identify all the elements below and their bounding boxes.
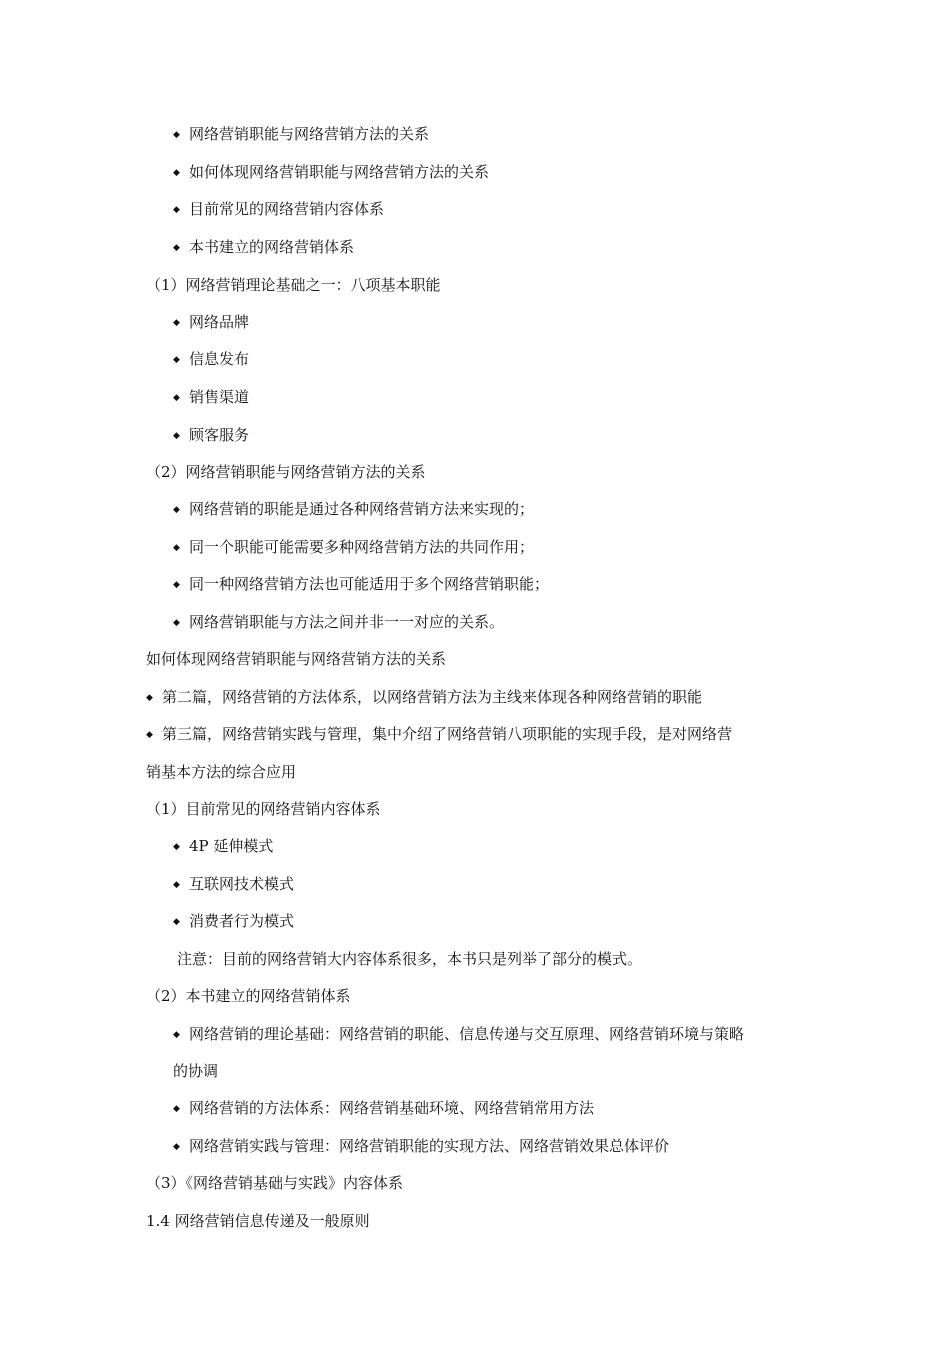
bullet-item xyxy=(173,349,249,369)
diamond-bullet-icon: ◆ xyxy=(173,880,180,890)
bullet-item xyxy=(173,425,249,445)
diamond-bullet-icon: ◆ xyxy=(173,580,180,590)
bullet-item xyxy=(173,1136,669,1156)
bullet-item xyxy=(173,237,354,257)
bullet-item xyxy=(173,1098,594,1118)
bullet-item xyxy=(173,124,429,144)
line-text: 网络营销职能与网络营销方法的关系 xyxy=(189,125,430,143)
bullet-item xyxy=(173,874,294,894)
paragraph-line: 销基本方法的综合应用 xyxy=(146,763,297,781)
line-text: 4P 延伸模式 xyxy=(189,837,274,855)
line-text: 本书建立的网络营销体系 xyxy=(189,238,355,256)
bullet-item xyxy=(173,574,549,594)
bullet-item xyxy=(173,312,249,332)
diamond-bullet-icon: ◆ xyxy=(173,917,180,927)
line-text: 网络营销实践与管理：网络营销职能的实现方法、网络营销效果总体评价 xyxy=(189,1137,670,1155)
diamond-bullet-icon: ◆ xyxy=(173,543,180,553)
bullet-item xyxy=(173,1024,744,1044)
line-text: 顾客服务 xyxy=(189,426,250,444)
line-text: 网络营销的方法体系：网络营销基础环境、网络营销常用方法 xyxy=(189,1099,595,1117)
line-text: 网络营销职能与方法之间并非一一对应的关系。 xyxy=(189,613,505,631)
paragraph-line: 如何体现网络营销职能与网络营销方法的关系 xyxy=(146,650,447,668)
paragraph-line: 的协调 xyxy=(173,1062,219,1080)
bullet-item xyxy=(173,612,504,632)
bullet-item xyxy=(173,537,534,557)
section-heading: （1）目前常见的网络营销内容体系 xyxy=(146,800,381,818)
line-text: 目前常见的网络营销内容体系 xyxy=(189,200,385,218)
bullet-item xyxy=(173,836,273,856)
diamond-bullet-icon: ◆ xyxy=(173,1030,180,1040)
line-text: 第三篇，网络营销实践与管理，集中介绍了网络营销八项职能的实现手段，是对网络营 xyxy=(162,725,733,743)
bullet-item xyxy=(146,687,702,707)
line-text: 互联网技术模式 xyxy=(189,875,295,893)
section-heading: （3）《网络营销基础与实践》内容体系 xyxy=(146,1174,404,1192)
note-line: 注意：目前的网络营销大内容体系很多，本书只是列举了部分的模式。 xyxy=(177,950,643,968)
line-text: 信息发布 xyxy=(189,350,250,368)
bullet-item xyxy=(173,387,249,407)
diamond-bullet-icon: ◆ xyxy=(173,243,180,253)
bullet-item xyxy=(173,199,384,219)
diamond-bullet-icon: ◆ xyxy=(173,205,180,215)
diamond-bullet-icon: ◆ xyxy=(146,693,153,703)
diamond-bullet-icon: ◆ xyxy=(173,355,180,365)
bullet-item xyxy=(173,499,534,519)
line-text: 网络营销的理论基础：网络营销的职能、信息传递与交互原理、网络营销环境与策略 xyxy=(189,1025,745,1043)
line-text: 如何体现网络营销职能与网络营销方法的关系 xyxy=(189,163,490,181)
section-heading: （2）本书建立的网络营销体系 xyxy=(146,987,351,1005)
line-text: 同一种网络营销方法也可能适用于多个网络营销职能； xyxy=(189,575,550,593)
diamond-bullet-icon: ◆ xyxy=(173,168,180,178)
section-heading: （1）网络营销理论基础之一：八项基本职能 xyxy=(146,276,441,294)
bullet-item xyxy=(173,911,294,931)
diamond-bullet-icon: ◆ xyxy=(173,618,180,628)
bullet-item xyxy=(146,724,732,744)
line-text: 消费者行为模式 xyxy=(189,912,295,930)
diamond-bullet-icon: ◆ xyxy=(173,842,180,852)
line-text: 网络营销的职能是通过各种网络营销方法来实现的； xyxy=(189,500,535,518)
diamond-bullet-icon: ◆ xyxy=(173,318,180,328)
line-text: 同一个职能可能需要多种网络营销方法的共同作用； xyxy=(189,538,535,556)
bullet-item xyxy=(173,162,489,182)
diamond-bullet-icon: ◆ xyxy=(173,1104,180,1114)
diamond-bullet-icon: ◆ xyxy=(173,505,180,515)
diamond-bullet-icon: ◆ xyxy=(173,393,180,403)
line-text: 第二篇，网络营销的方法体系，以网络营销方法为主线来体现各种网络营销的职能 xyxy=(162,688,703,706)
section-heading: （2）网络营销职能与网络营销方法的关系 xyxy=(146,463,426,481)
diamond-bullet-icon: ◆ xyxy=(173,431,180,441)
diamond-bullet-icon: ◆ xyxy=(173,1142,180,1152)
diamond-bullet-icon: ◆ xyxy=(146,730,153,740)
line-text: 销售渠道 xyxy=(189,388,250,406)
section-title: 1.4 网络营销信息传递及一般原则 xyxy=(146,1212,370,1230)
diamond-bullet-icon: ◆ xyxy=(173,130,180,140)
line-text: 网络品牌 xyxy=(189,313,250,331)
